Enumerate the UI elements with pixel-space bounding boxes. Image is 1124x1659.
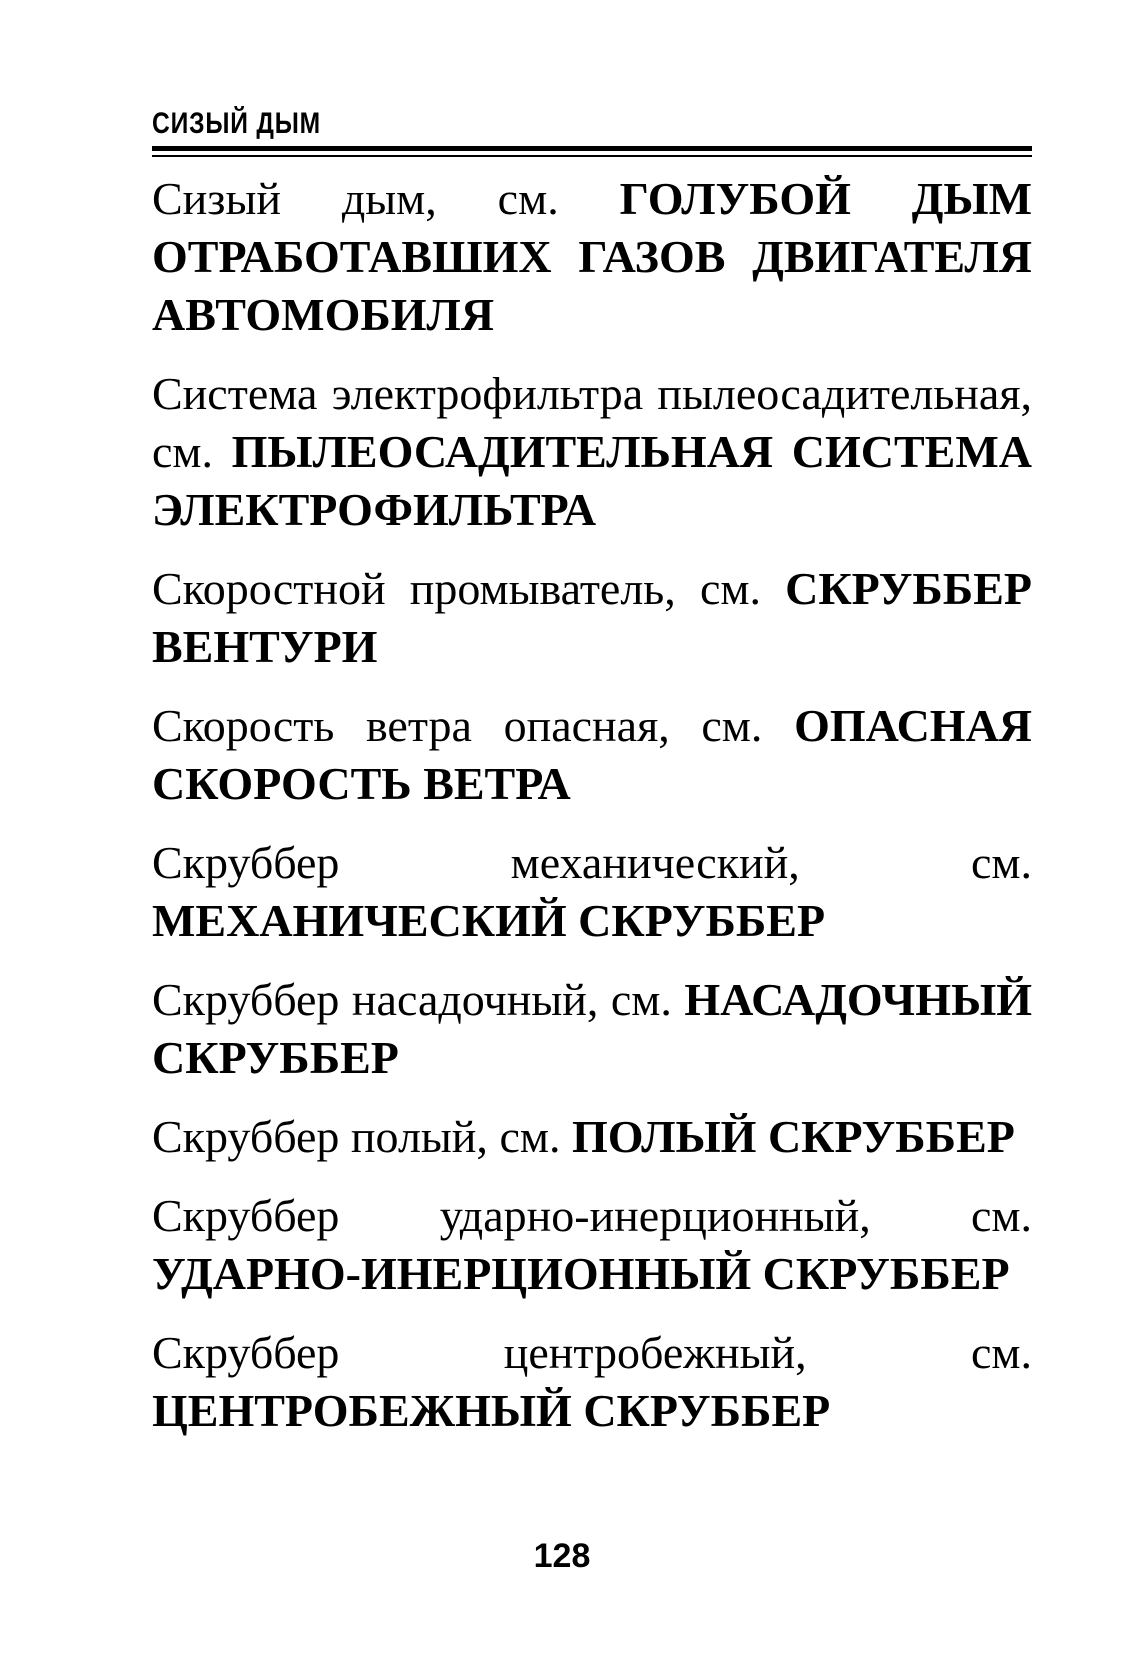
page-number: 128 (533, 1537, 591, 1575)
entry-target: НАСАДОЧНЫЙ СКРУББЕР (152, 974, 1033, 1083)
entry-list (152, 170, 1032, 1461)
entry-see: см. (499, 1111, 561, 1162)
entry-target: ПОЛЫЙ СКРУББЕР (571, 1111, 1015, 1162)
entry-term: Скруббер центробежный, (152, 1327, 807, 1378)
running-head-text: СИЗЫЙ ДЫМ (152, 107, 321, 140)
entry (152, 971, 1032, 1087)
entry-see: см. (152, 426, 214, 477)
header-rule-thin (152, 155, 1032, 157)
entry-see: см. (699, 563, 761, 614)
entry-see: см. (970, 837, 1032, 888)
entry-target: ГОЛУБОЙ ДЫМ ОТРАБОТАВШИХ ГАЗОВ ДВИГАТЕЛЯ АВТОМОБИЛЯ (152, 173, 1032, 340)
entry-see: см. (970, 1190, 1032, 1241)
entry-see: см. (497, 173, 559, 224)
running-head (152, 106, 1032, 142)
entry-term: Скруббер полый, (152, 1111, 488, 1162)
entry-term: Сизый дым, (152, 173, 437, 224)
entry-term: Система электрофильтра пылеосадительная, (152, 368, 1032, 419)
entry (152, 1187, 1032, 1303)
entry-see: см. (701, 700, 763, 751)
entry (152, 1324, 1032, 1440)
entry-term: Скруббер ударно-инерционный, (152, 1190, 871, 1241)
entry-term: Скруббер механический, (152, 837, 800, 888)
entry-target: МЕХАНИЧЕСКИЙ СКРУББЕР (152, 895, 826, 946)
entry-target: СКРУББЕР ВЕНТУРИ (152, 563, 1032, 672)
entry-target: ЦЕНТРОБЕЖНЫЙ СКРУББЕР (152, 1385, 831, 1436)
entry-target: ОПАСНАЯ СКОРОСТЬ ВЕТРА (152, 700, 1033, 809)
entry-term: Скорость ветра опасная, (152, 700, 670, 751)
entry-see: см. (610, 974, 672, 1025)
entry (152, 365, 1032, 539)
entry (152, 170, 1032, 344)
header-rule-thick (152, 146, 1032, 151)
entry-term: Скруббер насадочный, (152, 974, 599, 1025)
entry (152, 1108, 1032, 1166)
entry (152, 560, 1032, 676)
entry-term: Скоростной промыватель, (152, 563, 676, 614)
entry-target: ПЫЛЕОСАДИТЕЛЬНАЯ СИСТЕМА ЭЛЕКТРОФИЛЬТРА (152, 426, 1032, 535)
entry-see: см. (970, 1327, 1033, 1378)
entry (152, 697, 1032, 813)
entry (152, 834, 1032, 950)
entry-target: УДАРНО-ИНЕРЦИОННЫЙ СКРУББЕР (152, 1248, 1010, 1299)
